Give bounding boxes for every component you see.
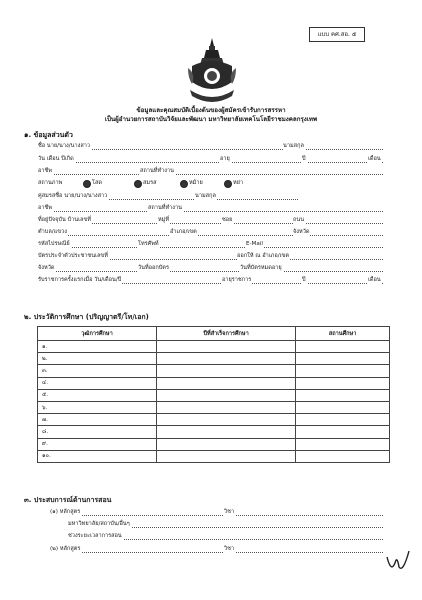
province-label: จังหวัด <box>293 229 310 235</box>
phone-label: โทรศัพท์ <box>138 241 159 247</box>
spouse-occupation-row <box>38 204 383 214</box>
status-divorced-label: หย่า <box>233 180 244 186</box>
title-line-2: เป็นผู้อำนวยการสถาบันวิจัยและพัฒนา มหาวิทยาลัยเทคโนโลยีราชมงคลกรุงเทพ <box>104 116 318 123</box>
course2-label: (๒) หลักสูตร <box>50 546 81 552</box>
id-card-label: บัตรประจำตัวประชาชนเลขที่ <box>38 253 108 259</box>
name-label: ชื่อ นาย/นาง/นางสาว <box>38 143 91 149</box>
pen-mark-icon <box>383 545 413 575</box>
contact-row <box>38 240 383 250</box>
duration-label: ช่วงระยะเวลาการสอน <box>68 533 122 539</box>
status-row <box>38 179 383 189</box>
subject1-label: วิชา <box>224 509 235 515</box>
status-divorced-radio[interactable] <box>224 180 232 188</box>
expiry-date-label: วันที่บัตรหมดอายุ <box>240 265 282 271</box>
issued-at-label: ออกให้ ณ อำเภอ/เขต <box>237 253 289 259</box>
form-number: แบบ คศ.สอ. ๕ <box>309 27 365 42</box>
course1-label: (๑) หลักสูตร <box>50 509 81 515</box>
table-row: ๑๐. <box>38 450 390 462</box>
month-label: เดือน <box>368 156 381 162</box>
status-single-radio[interactable] <box>83 180 91 188</box>
postcode-label: รหัสไปรษณีย์ <box>38 241 70 247</box>
gov-month-label: เดือน <box>368 277 381 283</box>
moo-label: หมู่ที่ <box>158 217 170 223</box>
subject2-label: วิชา <box>224 546 235 552</box>
subdistrict-row <box>38 228 383 238</box>
spouse-surname-label: นามสกุล <box>195 193 216 199</box>
table-row: ๒. <box>38 353 390 365</box>
table-row: ๗. <box>38 414 390 426</box>
id-card-row <box>38 252 383 262</box>
spouse-occupation-label: อาชีพ <box>38 205 52 211</box>
table-row: ๓. <box>38 365 390 377</box>
title-line-1: ข้อมูลและคุณสมบัติเบื้องต้นของผู้สมัครเข้ารับการสรรหา <box>136 107 286 114</box>
age-label: อายุ <box>220 156 230 162</box>
status-widowed-radio[interactable] <box>180 180 188 188</box>
birth-label: วัน เดือน ปีเกิด <box>38 156 74 162</box>
col-grad-year: ปีที่สำเร็จการศึกษา <box>157 327 296 341</box>
spouse-name-row <box>38 192 383 202</box>
name-row <box>38 142 383 152</box>
university-row <box>68 520 383 530</box>
occupation-row <box>38 167 383 177</box>
workplace-label: สถานที่ทำงาน <box>140 168 174 174</box>
spouse-workplace-label: สถานที่ทำงาน <box>148 205 182 211</box>
road-label: ถนน <box>293 217 305 223</box>
section-3-heading: ๓. ประสบการณ์ด้านการสอน <box>24 496 112 504</box>
course2-row <box>50 545 383 555</box>
status-single-label: โสด <box>92 180 103 186</box>
address-label: ที่อยู่ปัจจุบัน บ้านเลขที่ <box>38 217 91 223</box>
year-label: ปี <box>302 156 306 162</box>
address-row <box>38 216 383 226</box>
issue-date-label: วันที่ออกบัตร <box>138 265 169 271</box>
status-label: สถานภาพ <box>38 180 63 186</box>
occupation-label: อาชีพ <box>38 168 52 174</box>
status-widowed-label: หม้าย <box>189 180 203 186</box>
university-label: มหาวิทยาลัย/สถาบัน/อื่นๆ <box>68 521 130 527</box>
province2-label: จังหวัด <box>38 265 55 271</box>
status-married-radio[interactable] <box>134 180 142 188</box>
gov-age-label: อายุราชการ <box>222 277 252 283</box>
university-crest-icon <box>186 38 238 106</box>
table-row: ๑. <box>38 341 390 353</box>
duration-row <box>68 532 383 542</box>
email-label: E-Mail <box>246 241 263 247</box>
district-label: อำเภอ/เขต <box>170 229 197 235</box>
soi-label: ซอย <box>222 217 233 223</box>
subdistrict-label: ตำบล/แขวง <box>38 229 67 235</box>
spouse-name-label: คู่สมรสชื่อ นาย/นาง/นางสาว <box>38 193 108 199</box>
table-row: ๖. <box>38 401 390 413</box>
table-row: ๙. <box>38 438 390 450</box>
table-row: ๘. <box>38 426 390 438</box>
education-table <box>37 326 390 463</box>
col-institution: สถานศึกษา <box>296 327 390 341</box>
status-married-label: สมรส <box>143 180 157 186</box>
section-1-heading: ๑. ข้อมูลส่วนตัว <box>24 131 73 139</box>
gov-year-label: ปี <box>302 277 306 283</box>
course1-row <box>50 508 383 518</box>
gov-service-row <box>38 276 383 286</box>
birth-row <box>38 155 383 165</box>
gov-start-label: รับราชการครั้งแรกเมื่อ วัน/เดือน/ปี <box>38 277 122 283</box>
col-degree: วุฒิการศึกษา <box>38 327 157 341</box>
surname-label: นามสกุล <box>283 143 304 149</box>
table-row: ๔. <box>38 377 390 389</box>
table-row: ๕. <box>38 389 390 401</box>
card-dates-row <box>38 264 383 274</box>
section-2-heading: ๒. ประวัติการศึกษา (ปริญญาตรี/โท/เอก) <box>24 313 149 321</box>
